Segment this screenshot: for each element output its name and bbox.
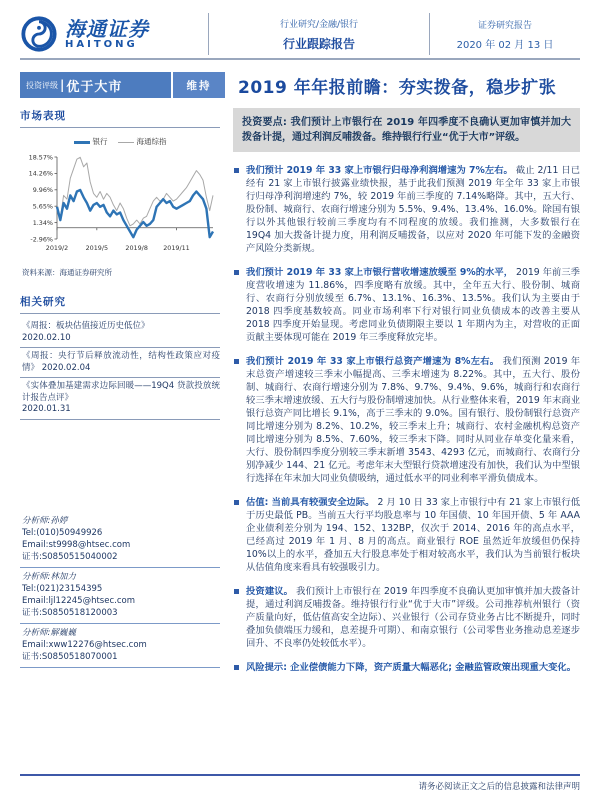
bullet-body: 我们预计上市银行在 2019 年四季度不良确认更加审慎并加大拨备计提，通过利润反哺拨备。维持银行行业“优于大市”评级。公司推荐杭州银行（资产质量向好，低估值高安全边际）、兴业银行（公司存贷业务占比不断提升，同时叠加负债端压力缓和，息差提升可期）、和南京银行（公司零售业务推动息差逐步回升、不良率仍处较低水平）。 xyxy=(246,586,580,649)
bullet-body: 2 月 10 日 33 家上市银行中有 21 家上市银行低于历史最低 PB。当前五大行平均股息率与 10 年国债、10 年国开债、5 年 AAA 企业债利差分别为 194、152、132BP，仅次于 2014、2016 年的高点水平，已经高过 2019 年 1 月、8 月的高点。商业银行 ROE 虽然近年放缓但仍保持 10%以上的水平，叠加五大行股息率处于相对较高水平，我们认为当前银行板块从估值角度来看具有较强吸引力。 xyxy=(246,497,580,573)
header-right xyxy=(430,18,580,51)
brand-text xyxy=(65,16,149,50)
related-research-item xyxy=(20,348,220,378)
rating-main xyxy=(20,72,171,98)
analyst-name: 分析师:林加力 xyxy=(22,571,76,582)
bullet-valuation xyxy=(233,496,580,574)
sidebar xyxy=(20,108,220,685)
analyst-email: Email:xww12276@htsec.com xyxy=(22,639,147,650)
analysts-block xyxy=(20,512,220,668)
analyst-email: Email:ljl12245@htsec.com xyxy=(22,595,135,606)
haitong-logo-icon xyxy=(20,15,58,53)
analyst-cert: 证书:S0850515040002 xyxy=(22,551,118,562)
market-performance-heading: 市场表现 xyxy=(20,108,220,128)
chart-source: 资料来源：海通证券研究所 xyxy=(22,268,112,277)
svg-text:14.26%: 14.26% xyxy=(28,169,53,178)
header-center xyxy=(209,17,429,52)
bullet-risk-warning xyxy=(233,661,580,674)
svg-text:5.65%: 5.65% xyxy=(32,202,53,211)
brand xyxy=(20,15,208,53)
bank-line-swatch-icon xyxy=(74,141,90,144)
legend-label-index: 海通综指 xyxy=(136,137,167,146)
report-header xyxy=(20,10,580,60)
svg-text:2019/5: 2019/5 xyxy=(85,244,109,252)
rating-value: 优于大市 xyxy=(66,79,123,95)
bullet-lead: 投资建议。 xyxy=(246,586,294,597)
market-chart-svg xyxy=(20,149,220,253)
bullet-total-assets xyxy=(233,355,580,485)
bullet-square-icon xyxy=(234,168,239,173)
analyst-card xyxy=(20,568,220,624)
chart-legend xyxy=(20,136,220,147)
bullet-lead: 风险提示: 企业偿债能力下降，资产质量大幅恶化; 金融监管政策出现重大变化。 xyxy=(246,662,577,673)
svg-text:1.34%: 1.34% xyxy=(32,218,53,227)
related-date: 2020.02.04 xyxy=(41,362,91,373)
analyst-tel: Tel:(021)23154395 xyxy=(22,583,103,594)
report-date: 2020 年 02 月 13 日 xyxy=(456,39,554,51)
bullet-lead: 我们预计 2019 年 33 家上市银行总资产增速为 8%左右。 xyxy=(246,356,500,367)
rating-separator: | xyxy=(60,78,65,92)
svg-text:9.96%: 9.96% xyxy=(32,186,53,195)
main-content xyxy=(233,108,580,685)
bullet-body: 2019 年前三季度营收增速为 11.86%，四季度略有放缓。其中，全年五大行、股份制、城商行、农商行分别放缓至 6.7%、13.1%、16.3%、13.5%。我们认为主要由于 2018 四季度基数较高。同业市场利率下行对银行同业负债成本的改善主要从 2018 四季度开始显现。考虑同业负债期限主要以 1 年期内为主，对营收的正面贡献主要体现可能在 2019 年三季度释放完毕。 xyxy=(246,267,580,343)
bullet-body: 我们预测 2019 年末总资产增速较三季末小幅提高、三季末增速为 8.22%。其中，五大行、股份制、城商行、农商行增速分别为 7.8%、9.7%、9.4%、9.6%，城商行和农商行较三季末增速放缓、五大行与股份制增速加快。从行业整体来看，2019 年末商业银行总资产同比增长 9.1%，高于三季末的 9.0%。国有银行、股份制银行总资产同比增速分别为 8.2%、10.2%，较三季末上升；城商行、农村金融机构总资产同比增速分别为 8.5%、7.60%，较三季末下降。同时从同业存单变化量来看，大行、股份制四季度分别较三季末新增 3543、4293 亿元，而城商行、农商行分别净减少 144、21 亿元。考虑年末大型银行贷款增速没有加快，我们认为中型银行选择在年末加大同业负债吸纳，通过低水平的同业利率平滑负债成本。 xyxy=(246,356,581,484)
related-title: 《周报：央行节后释放流动性，结构性政策应对疫情》 xyxy=(22,351,220,373)
bullet-square-icon xyxy=(234,665,239,670)
investment-summary-box: 投资要点: 我们预计上市银行在 2019 年四季度不良确认更加审慎并加大拨备计提，通过利润反哺拨备。维持银行行业“优于大市”评级。 xyxy=(233,108,580,152)
analyst-cert: 证书:S0850518070001 xyxy=(22,651,118,662)
market-chart xyxy=(20,136,220,257)
analyst-email: Email:st9998@htsec.com xyxy=(22,539,131,550)
svg-text:2019/2: 2019/2 xyxy=(45,244,69,252)
related-research-item xyxy=(20,318,220,348)
svg-text:-2.96%: -2.96% xyxy=(30,235,53,244)
bullet-investment-advice xyxy=(233,585,580,650)
svg-text:2019/11: 2019/11 xyxy=(163,244,190,252)
bullet-square-icon xyxy=(234,500,239,505)
bullet-lead: 估值: 当前具有较强安全边际。 xyxy=(246,497,375,508)
related-title: 《周报：板块估值接近历史低位》 xyxy=(22,321,150,331)
report-category: 行业研究/金融/银行 xyxy=(279,19,359,30)
report-series: 证券研究报告 xyxy=(477,20,532,31)
related-date: 2020.01.31 xyxy=(22,404,71,414)
disclaimer-text: 请务必阅读正文之后的信息披露和法律声明 xyxy=(418,782,580,792)
legend-label-bank: 银行 xyxy=(92,137,108,146)
analyst-cert: 证书:S0850518120003 xyxy=(22,607,118,618)
rating-label: 投资评级 xyxy=(26,80,58,90)
content-columns xyxy=(20,108,580,685)
bullet-square-icon xyxy=(234,589,239,594)
analyst-card xyxy=(20,512,220,568)
related-research-list xyxy=(20,318,220,420)
related-research-item xyxy=(20,378,220,420)
legend-item-bank xyxy=(74,136,108,147)
page-footer xyxy=(20,774,580,792)
related-research-heading: 相关研究 xyxy=(20,294,220,314)
related-date: 2020.02.10 xyxy=(22,332,71,343)
analyst-name: 分析师:解巍巍 xyxy=(22,627,76,638)
svg-text:2019/8: 2019/8 xyxy=(125,244,148,252)
report-bullets xyxy=(233,164,580,674)
index-line-swatch-icon xyxy=(118,142,134,143)
brand-name-cn: 海通证券 xyxy=(65,16,149,41)
page-title: 2019 年年报前瞻：夯实拨备，稳步扩张 xyxy=(238,77,557,98)
svg-text:18.57%: 18.57% xyxy=(28,153,53,162)
related-title: 《实体叠加基建需求边际回暖——19Q4 贷款投放统计报告点评》 xyxy=(22,381,220,403)
bullet-body: 截止 2/11 日已经有 21 家上市银行披露业绩快报，基于此我们预测 2019 年全年 33 家上市银行归母净利润增速约 7%，较 2019 年前三季度的 7.14%略降。其中，五大行、股份制、城商行、农商行增速分别为 5.5%、9.4%、13.4%、16.0%。除国有银行以外其他银行较前三季度均有不同程度的放缓。我们推测，大多数银行在 19Q4 加大拨备计提力度，用利润反哺拨备，以应对 2020 年可能下发的金融资产风险分类新规。 xyxy=(246,165,580,254)
legend-item-index xyxy=(118,136,167,147)
bullet-square-icon xyxy=(234,359,239,364)
rating-status: 维持 xyxy=(173,72,225,98)
bullet-lead: 我们预计 2019 年 33 家上市银行归母净利润增速为 7%左右。 xyxy=(246,165,513,176)
bullet-net-profit xyxy=(233,164,580,255)
bullet-lead: 我们预计 2019 年 33 家上市银行营收增速放缓至 9%的水平， xyxy=(246,267,514,278)
rating-bar xyxy=(20,72,225,98)
analyst-tel: Tel:(010)50949926 xyxy=(22,527,103,538)
title-row xyxy=(20,72,580,98)
analyst-card xyxy=(20,624,220,668)
brand-name-en: HAITONG xyxy=(65,38,138,50)
report-type: 行业跟踪报告 xyxy=(282,36,355,51)
analyst-name: 分析师:孙婷 xyxy=(22,515,68,526)
bullet-square-icon xyxy=(234,270,239,275)
bullet-revenue xyxy=(233,266,580,344)
